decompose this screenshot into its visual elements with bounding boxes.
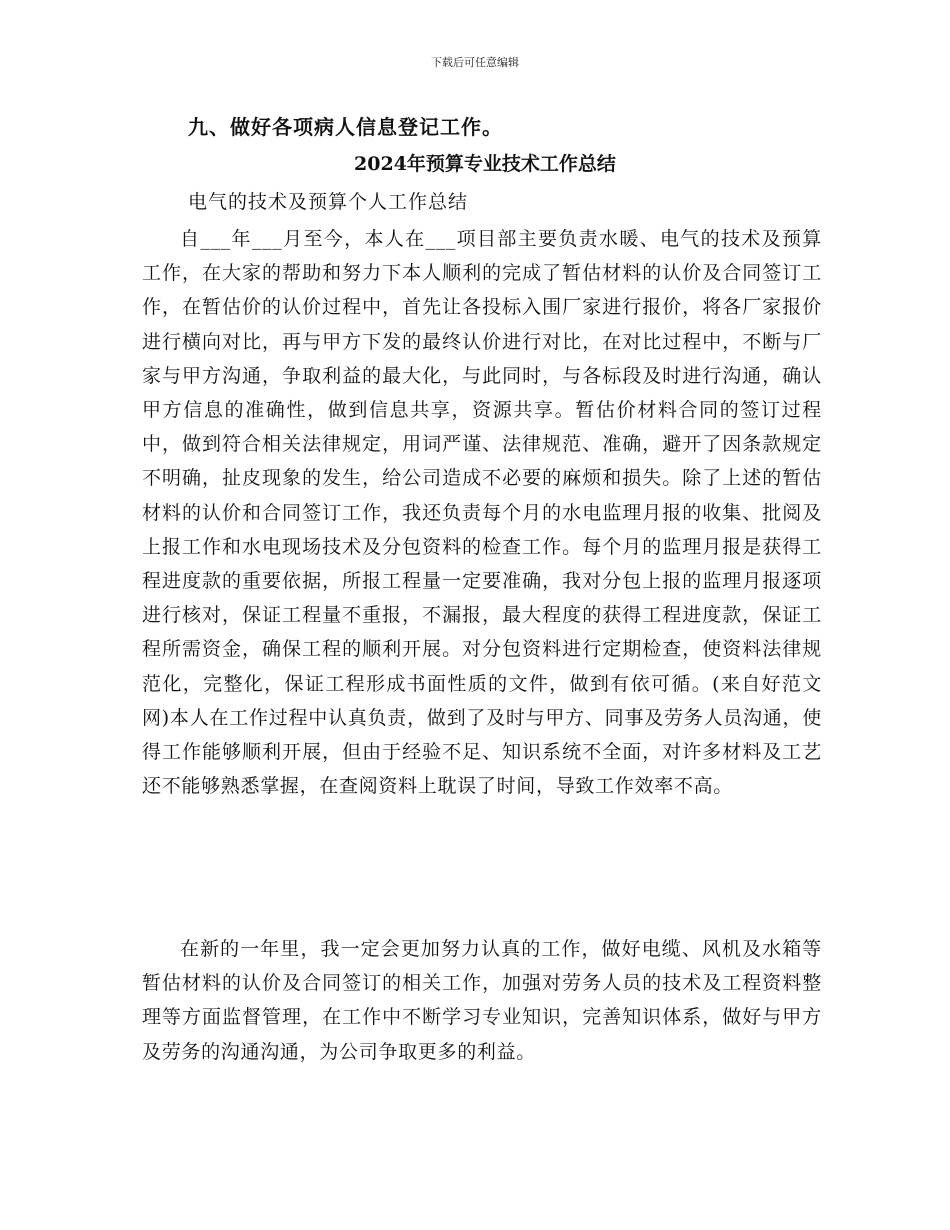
- document-title: 2024年预算专业技术工作总结: [354, 153, 616, 175]
- document-subtitle: 电气的技术及预算个人工作总结: [188, 191, 469, 213]
- section-heading: 九、做好各项病人信息登记工作。: [188, 115, 503, 139]
- header-note: 下载后可任意编辑: [431, 56, 519, 69]
- body-paragraph-1: 自___年___月至今，本人在___项目部主要负责水暖、电气的技术及预算工作，在大家的帮助和努力下本人顺利的完成了暂估材料的认价及合同签订工作，在暂估价的认价过程中，首先让各投标入围厂家进行报价，将各厂家报价进行横向对比，再与甲方下发的最终认价进行对比，在对比过程中，不断与厂家与甲方沟通，争取利益的最大化，与此同时，与各标段及时进行沟通，确认甲方信息的准确性，做到信息共享，资源共享。暂估价材料合同的签订过程中，做到符合相关法律规定，用词严谨、法律规范、准确，避开了因条款规定不明确，扯皮现象的发生，给公司造成不必要的麻烦和损失。除了上述的暂估材料的认价和合同签订工作，我还负责每个月的水电监理月报的收集、批阅及上报工作和水电现场技术及分包资料的检查工作。每个月的监理月报是获得工程进度款的重要依据，所报工程量一定要准确，我对分包上报的监理月报逐项进行核对，保证工程量不重报，不漏报，最大程度的获得工程进度款，保证工程所需资金，确保工程的顺利开展。对分包资料进行定期检查，使资料法律规范化，完整化，保证工程形成书面性质的文件，做到有依可循。(来自好范文网)本人在工作过程中认真负责，做到了及时与甲方、同事及劳务人员沟通，使得工作能够顺利开展，但由于经验不足、知识系统不全面，对许多材料及工艺还不能够熟悉掌握，在查阅资料上耽误了时间，导致工作效率不高。: [142, 228, 822, 798]
- body-paragraph-2: 在新的一年里，我一定会更加努力认真的工作，做好电缆、风机及水箱等暂估材料的认价及合同签订的相关工作，加强对劳务人员的技术及工程资料整理等方面监督管理，在工作中不断学习专业知识，完善知识体系，做好与甲方及劳务的沟通沟通，为公司争取更多的利益。: [142, 938, 822, 1063]
